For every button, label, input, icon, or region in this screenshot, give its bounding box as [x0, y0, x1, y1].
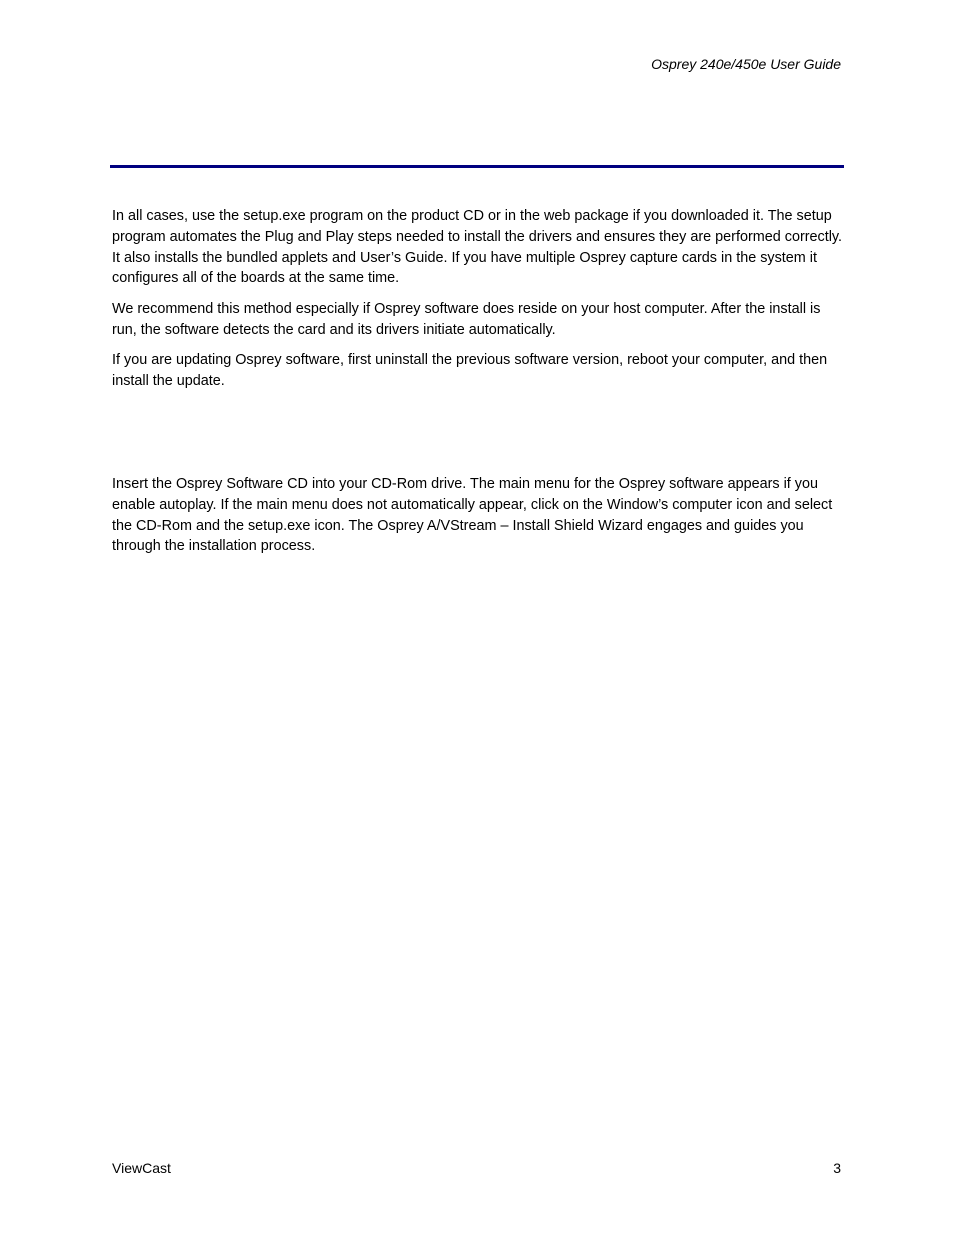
paragraph-update-instructions	[112, 350, 847, 392]
paragraph-cd-install	[112, 474, 847, 557]
paragraph-text: In all cases, use the setup.exe program on the product CD or in the web package if you downloaded it. The setup program automates the Plug and Play steps needed to install the drivers and ensures they are performed correctly. It also installs the bundled applets and User’s Guide. If you have multiple Osprey capture cards in the system it configures all of the boards at the same time.	[112, 208, 843, 287]
paragraph-text: Insert the Osprey Software CD into your CD-Rom drive. The main menu for the Osprey software appears if you enable autoplay. If the main menu does not automatically appear, click on the Window’s computer icon and select the CD-Rom and the setup.exe icon. The Osprey A/VStream – Install Shield Wizard engages and guides you through the installation process.	[112, 476, 833, 555]
paragraph-text: If you are updating Osprey software, first uninstall the previous software version, reboot your computer, and then install the update.	[112, 352, 828, 389]
footer-company-name: ViewCast	[112, 1160, 171, 1176]
paragraph-text: We recommend this method especially if Osprey software does reside on your host computer. After the install is run, the software detects the card and its drivers initiate automatically.	[112, 301, 821, 338]
footer-page-number: 3	[833, 1160, 841, 1176]
section-divider-rule	[110, 165, 844, 168]
running-header-title: Osprey 240e/450e User Guide	[651, 56, 841, 72]
paragraph-setup-overview	[112, 206, 847, 289]
paragraph-recommendation	[112, 299, 847, 341]
